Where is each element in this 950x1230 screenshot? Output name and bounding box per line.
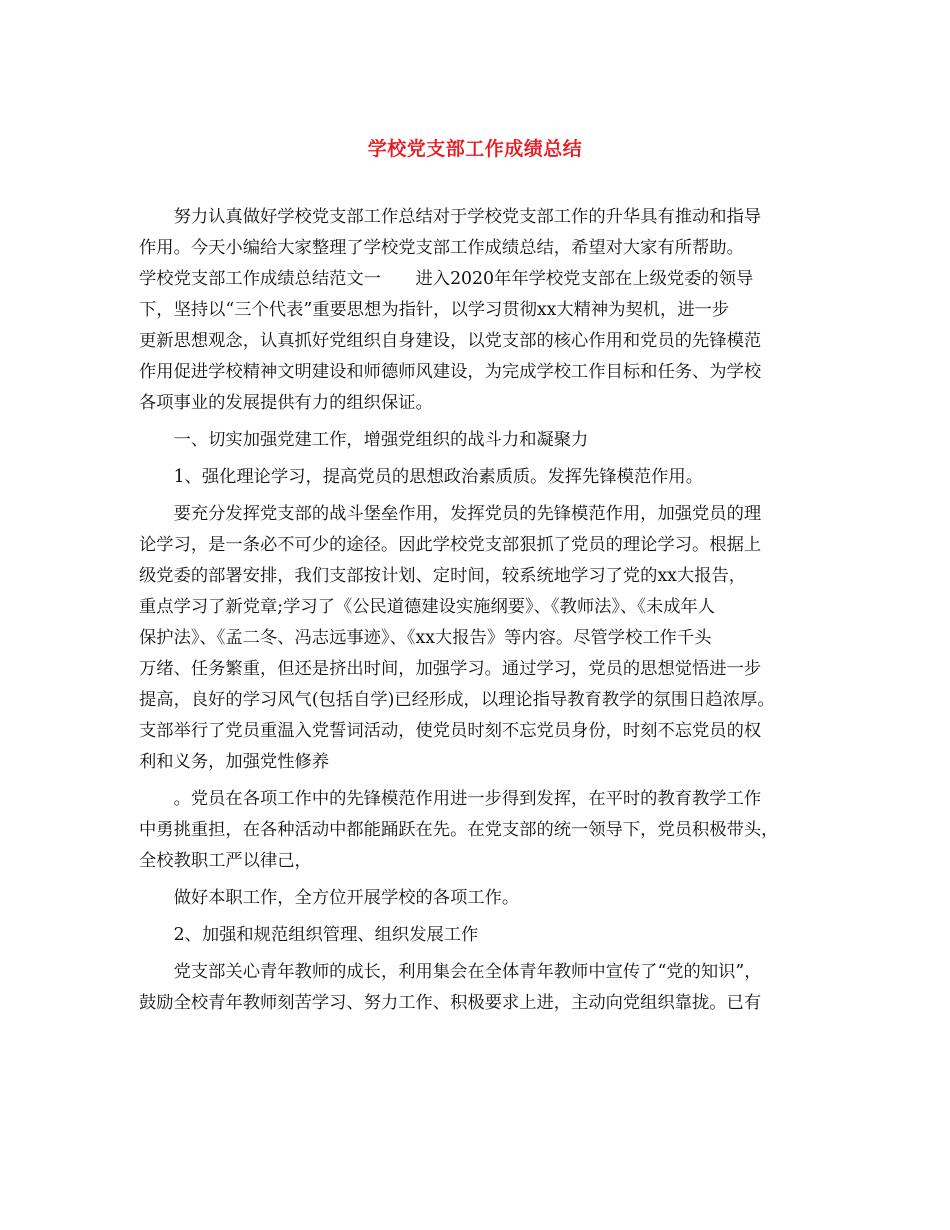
text-line: 作用。今天小编给大家整理了学校党支部工作成绩总结，希望对大家有所帮助。 <box>139 238 744 258</box>
text-line: 做好本职工作，全方位开展学校的各项工作。 <box>139 888 520 908</box>
text-line: 要充分发挥党支部的战斗堡垒作用，发挥党员的先锋模范作用，加强党员的理 <box>139 504 762 524</box>
text-line: 级党委的部署安排，我们支部按计划、定时间，较系统地学习了党的xx大报告， <box>139 566 747 586</box>
text-line: 万绪、任务繁重，但还是挤出时间，加强学习。通过学习，党员的思想觉悟进一步 <box>139 659 762 679</box>
text-line: 支部举行了党员重温入党誓词活动，使党员时刻不忘党员身份，时刻不忘党员的权 <box>139 721 762 741</box>
text-line: 努力认真做好学校党支部工作总结对于学校党支部工作的升华具有推动和指导 <box>139 207 762 227</box>
text-line: 。党员在各项工作中的先锋模范作用进一步得到发挥，在平时的教育教学工作 <box>139 789 762 809</box>
text-line: 中勇挑重担，在各种活动中都能踊跃在先。在党支部的统一领导下，党员积极带头， <box>139 820 779 840</box>
text-line: 下，坚持以“三个代表”重要思想为指针，以学习贯彻xx大精神为契机，进一步 <box>139 300 730 320</box>
subsection-heading: 1、强化理论学习，提高党员的思想政治素质质。发挥先锋模范作用。 <box>139 467 703 487</box>
text-line: 作用促进学校精神文明建设和师德师风建设，为完成学校工作目标和任务、为学校 <box>139 362 762 382</box>
text-line: 各项事业的发展提供有力的组织保证。 <box>139 393 433 413</box>
text-line: 更新思想观念，认真抓好党组织自身建设，以党支部的核心作用和党员的先锋模范 <box>139 331 762 351</box>
text-line: 重点学习了新党章;学习了《公民道德建设实施纲要》、《教师法》、《未成年人 <box>139 597 716 617</box>
text-line: 利和义务，加强党性修养 <box>139 752 330 772</box>
text-line: 全校教职工严以律己， <box>139 851 312 871</box>
text-line: 党支部关心青年教师的成长，利用集会在全体青年教师中宣传了“党的知识”， <box>139 962 762 982</box>
document-title: 学校党支部工作成绩总结 <box>367 138 583 160</box>
text-line: 提高，良好的学习风气(包括自学)已经形成，以理论指导教育教学的氛围日趋浓厚。 <box>139 690 775 710</box>
text-line: 论学习，是一条必不可少的途径。因此学校党支部狠抓了党员的理论学习。根据上 <box>139 535 762 555</box>
text-line: 学校党支部工作成绩总结范文一 进入2020年年学校党支部在上级党委的领导 <box>139 269 754 289</box>
text-line: 保护法》、《孟二冬、冯志远事迹》、《xx大报告》等内容。尽管学校工作千头 <box>139 628 712 648</box>
subsection-heading: 2、加强和规范组织管理、组织发展工作 <box>139 925 479 945</box>
text-line: 鼓励全校青年教师刻苦学习、努力工作、积极要求上进，主动向党组织靠拢。已有 <box>139 993 762 1013</box>
section-heading: 一、切实加强党建工作，增强党组织的战斗力和凝聚力 <box>139 430 589 450</box>
